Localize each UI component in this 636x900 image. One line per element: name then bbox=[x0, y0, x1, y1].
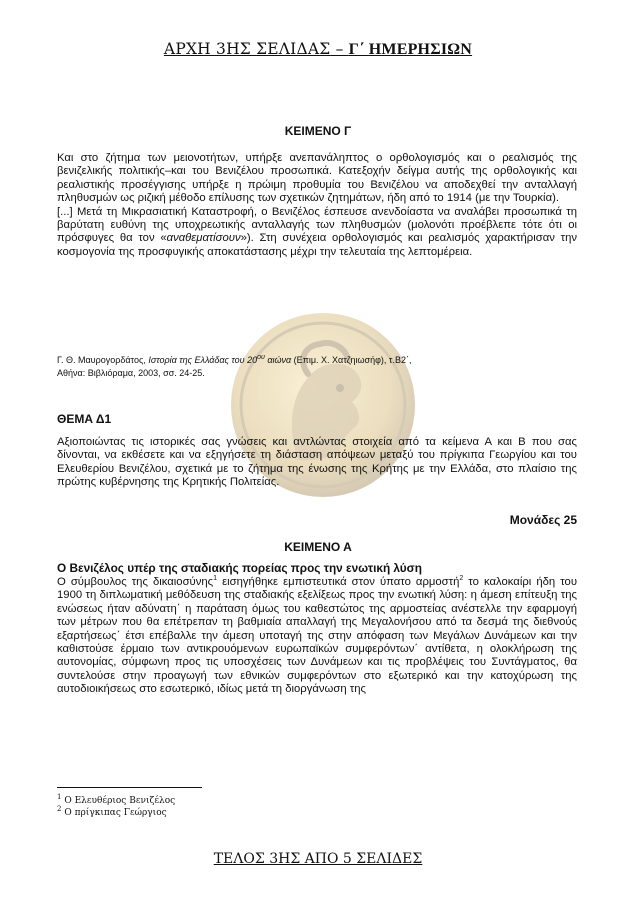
text-g-p2-end: »). Στη συνέχεια ορθολογισμός και ρεαλισμός χαρακτήρισαν την κοσμογονία της προσφυγικής αποκατάστασης μέχρι την τελευταία της λεπτομέρεια. bbox=[57, 232, 577, 258]
page-header bbox=[0, 40, 636, 59]
citation-rest-line2: Αθήνα: Βιβλιόραμα, 2003, σσ. 24-25. bbox=[57, 367, 205, 378]
topic-d1-units: Μονάδες 25 bbox=[509, 513, 577, 527]
text-g-citation bbox=[57, 354, 577, 379]
footnotes bbox=[57, 795, 175, 819]
footnote-2 bbox=[57, 807, 175, 819]
footnote-1-text: Ο Ελευθέριος Βενιζέλος bbox=[64, 796, 176, 806]
citation-title-end: αιώνα bbox=[264, 355, 292, 365]
text-g-body bbox=[57, 152, 577, 259]
citation-title: Ιστορία της Ελλάδας του 20 bbox=[148, 355, 258, 365]
text-g-heading: ΚΕΙΜΕΝΟ Γ bbox=[284, 124, 352, 138]
text-g-paragraph-2 bbox=[57, 206, 577, 260]
header-title-highlight: Γ΄ ΗΜΕΡΗΣΙΩΝ bbox=[348, 41, 473, 58]
header-title-prefix: ΑΡΧΗ 3ΗΣ ΣΕΛΙΔΑΣ bbox=[163, 40, 331, 58]
footnote-ref-1: 1 bbox=[213, 575, 218, 583]
header-separator: – bbox=[330, 40, 349, 58]
text-g-paragraph-1: Και στο ζήτημα των μειονοτήτων, υπήρξε ανεπανάληπτος ο ορθολογισμός και ο ρεαλισμός της βενιζελικής πολιτικής–και του Βενιζέλου προσωπικά. Κατεξοχήν δείγμα αυτής της ορθολογικής και ρεαλιστικής προσέγγισης υπήρξε η πρώιμη προθυμία του Βενιζέλου να αποδεχθεί την ανταλλαγή πληθυσμών ως ριζική μέθοδο επίλυσης των σχετικών ζητημάτων, ήδη από το 1914 (με την Τουρκία). bbox=[57, 152, 577, 205]
footnote-1 bbox=[57, 795, 175, 807]
page-footer: ΤΕΛΟΣ 3ΗΣ ΑΠΟ 5 ΣΕΛΙΔΕΣ bbox=[213, 851, 423, 867]
footnote-2-num: 2 bbox=[57, 805, 62, 813]
footnote-separator bbox=[57, 787, 202, 788]
text-a-seg2: εισηγήθηκε εμπιστευτικά στον ύπατο αρμοστή bbox=[217, 576, 460, 588]
text-g-p2-italic: αναθεματίσουν bbox=[166, 232, 241, 245]
citation-rest-line1: (Επιμ. Χ. Χατζηιωσήφ), τ.Β2΄, bbox=[291, 355, 412, 365]
footnote-1-num: 1 bbox=[57, 793, 62, 801]
text-a-subtitle: Ο Βενιζέλος υπέρ της σταδιακής πορείας προς την ενωτική λύση bbox=[57, 561, 422, 575]
text-g-p2-start: [...] Μετά τη Μικρασιατική Καταστροφή, ο Βενιζέλος έσπευσε ανενδοίαστα να αναλάβει προσωπικά τη βαρύτατη ευθύνη της υποχρεωτικής ανταλλαγής των πληθυσμών (μολονότι προέβλεπε τότε ότι οι πρόσφυγες θα τον « bbox=[57, 205, 577, 245]
topic-d1-body: Αξιοποιώντας τις ιστορικές σας γνώσεις και αντλώντας στοιχεία από τα κείμενα Α και Β που σας δίνονται, να εκθέσετε και να εξηγήσετε τη διάσταση απόψεων μεταξύ του πρίγκιπα Γεωργίου και του Ελευθερίου Βενιζέλου, σχετικά με το ζήτημα της ένωσης της Κρήτης με την Ελλάδα, στο πλαίσιο της πρώτης κυβέρνησης της Κρητικής Πολιτείας. bbox=[57, 436, 577, 489]
citation-author: Γ. Θ. Μαυρογορδάτος, bbox=[57, 355, 149, 365]
topic-d1-title: ΘΕΜΑ Δ1 bbox=[57, 412, 112, 426]
footnote-2-text: Ο πρίγκιπας Γεώργιος bbox=[64, 808, 167, 818]
text-a-body bbox=[57, 576, 577, 697]
text-a-heading: ΚΕΙΜΕΝΟ Α bbox=[284, 540, 352, 554]
citation-title-sup: ου bbox=[257, 354, 265, 361]
footnote-ref-2: 2 bbox=[459, 575, 464, 583]
text-a-seg3: το καλοκαίρι ήδη του 1900 τη διπλωματική μεθόδευση της σταδιακής εξελίξεως προς την ενωτική λύση: η άμεση επίτευξη της ενώσεως ήταν αδύνατη΄ η παράταση όμως του καθεστώτος της αρμοστείας ανέστελλε την εφαρμογή των μέτρων που θα επέτρεπαν τη βαθμιαία απαλλαγή της Μεγαλονήσου από τα δεσμά της διεθνούς εξαρτήσεως΄ έτσι επέβαλλε την άμεση υποταγή της στην απόφαση των Μεγάλων Δυνάμεων και την καθιστούσε έρμαιο των αντικρουόμενων ευρωπαϊκών συμφερόντων΄ αντίθετα, η ολοκλήρωση της αυτονομίας, σύμφωνη προς τις υποσχέσεις των Δυνάμεων και τις προβλέψεις του Συντάγματος, θα συντελούσε στην προαγωγή των εθνικών συμφερόντων στο εξωτερικό και την κατοχύρωση της αυτοδιοικήσεως στο εσωτερικό, ιδίως μετά τη διοργάνωση της bbox=[57, 576, 577, 696]
text-a-seg1: Ο σύμβουλος της δικαιοσύνης bbox=[57, 576, 214, 588]
